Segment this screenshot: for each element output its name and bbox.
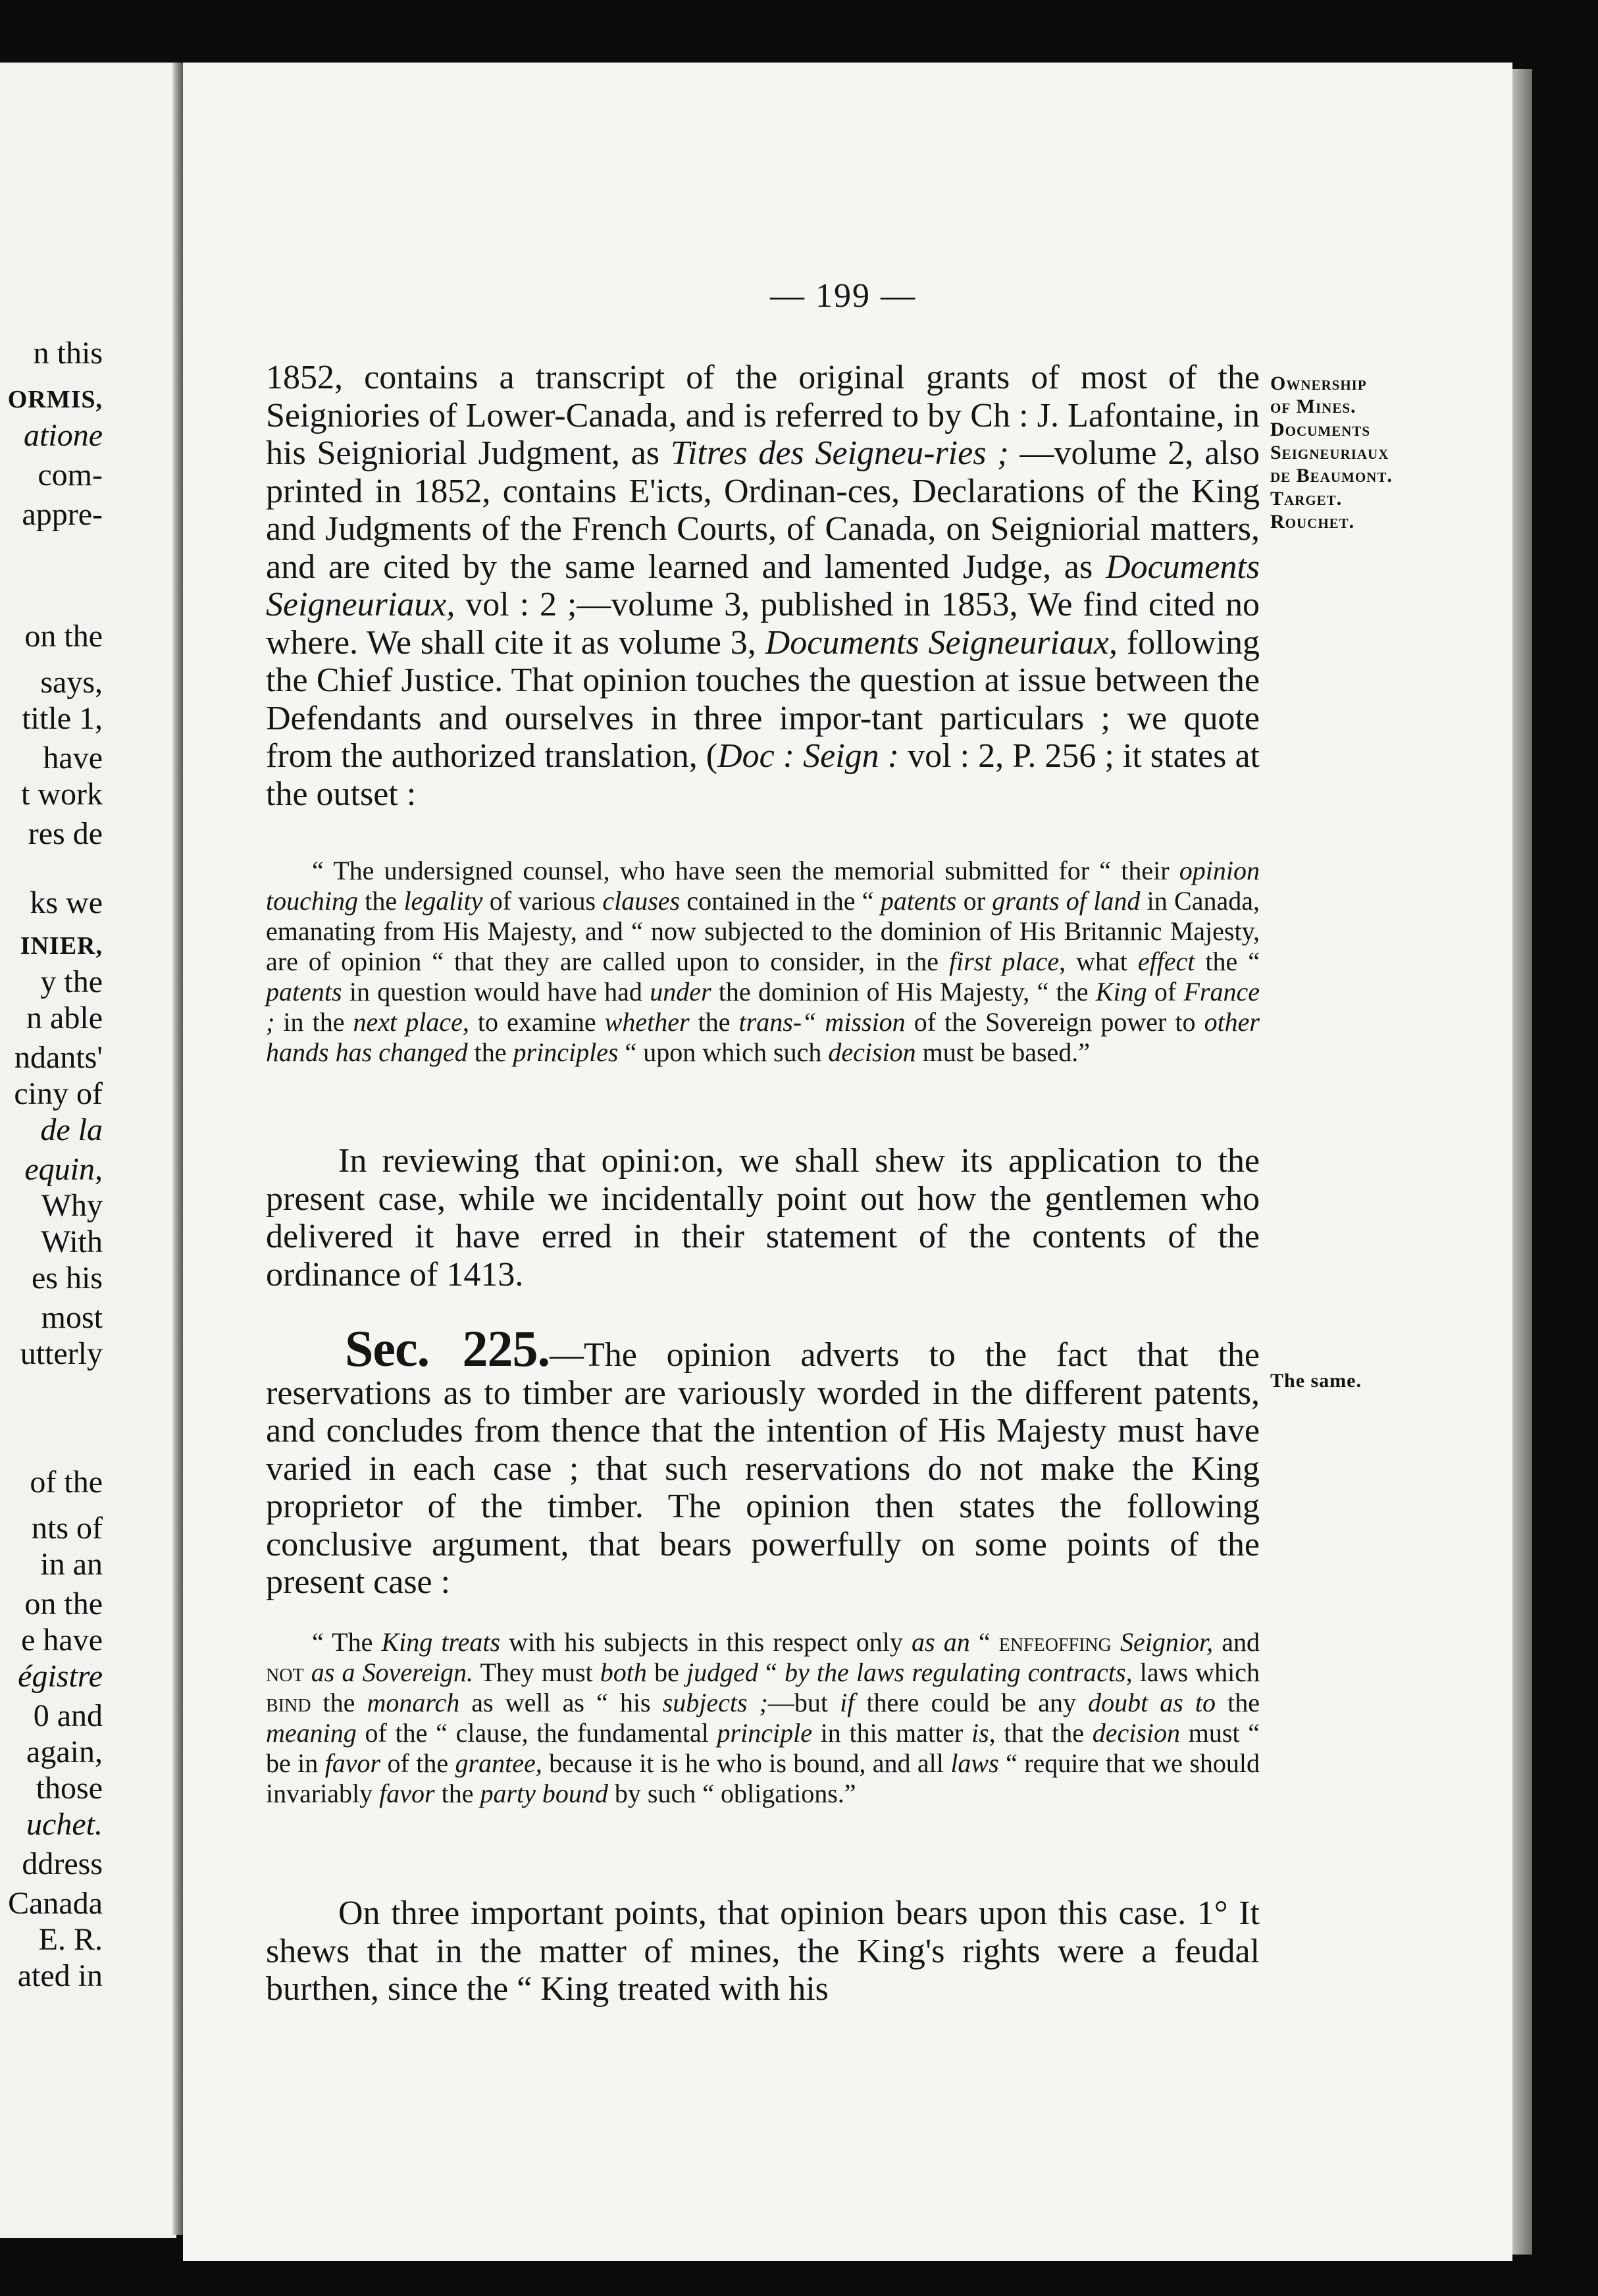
margin-notes-ownership: [1270, 372, 1468, 533]
page-number: — 199 —: [770, 277, 916, 315]
sidenote: de Beaumont.: [1270, 465, 1393, 486]
left-page-fragment: ks we: [30, 885, 103, 920]
italic-run: Documents Seigneuriaux,: [765, 623, 1118, 662]
left-page-fragment: t work: [21, 777, 103, 812]
sidenote: of Mines.: [1270, 396, 1356, 417]
sidenote: Seigneuriaux: [1270, 442, 1389, 463]
paragraph-3: [266, 1894, 1260, 2008]
italic-run: Titres des Seigneu-ries ;: [670, 434, 1009, 472]
left-page-fragment: INIER,: [20, 932, 103, 960]
left-page-fragment: utterly: [20, 1336, 103, 1371]
left-page-fragment: on the: [24, 619, 103, 654]
left-page-fragment: nts of: [32, 1511, 103, 1546]
left-page: [0, 63, 176, 2238]
left-page-fragment: on the: [24, 1586, 103, 1621]
text-run: —volume 2, also printed in 1852, contains E'icts, Ordinan-ces, Declarations of the King and Judgments of the French Courts, of Canada, on Seigniorial matters, and are cited by the same learned and lamented Judge, as: [266, 434, 1260, 586]
left-page-fragment: title 1,: [22, 701, 103, 736]
left-page-fragment: most: [41, 1300, 103, 1335]
sidenote: Ownership: [1270, 373, 1367, 394]
left-page-fragment: equin,: [24, 1152, 103, 1187]
left-page-fragment: com-: [38, 457, 103, 492]
left-page-fragment: de la: [40, 1112, 103, 1147]
left-page-fragment: E. R.: [38, 1922, 103, 1957]
quotation-2: “ The King treats with his subjects in this respect only as an “ enfeoffing Seignior, and not as a Sovereign. They must both be judged “ by the laws regulating contracts, laws which bind the monarch as well as “ his subjects ;—but if there could be any doubt as to the meaning of the “ clause, the fundamental principle in this matter is, that the decision must “ be in favor of the grantee, because it is he who is bound, and all laws “ require that we should invariably favor the party bound by such “ obligations.”: [266, 1627, 1260, 1808]
left-page-fragment: ndants': [14, 1040, 103, 1075]
paragraph-2: [266, 1142, 1260, 1293]
text-run: 1852, contains a transcript of the original grants of most of the Seigniories of Lower-Canada, and is referred to by Ch : J. Lafontaine, in his Seigniorial Judgment, as: [266, 359, 1260, 472]
left-page-fragment: those: [36, 1771, 103, 1806]
left-page-fragment: With: [40, 1224, 103, 1259]
text-run: following the Chief Justice. That opinion touches the question at issue between the Defendants and ourselves in three impor-tant particulars ; we quote from the authorized translation, (: [266, 623, 1260, 775]
left-page-fragment: n able: [26, 1001, 103, 1035]
section-heading: Sec. 225.: [345, 1320, 550, 1377]
left-page-fragment: in an: [40, 1547, 103, 1582]
left-page-fragment: e have: [21, 1623, 103, 1657]
left-page-fragment: y the: [40, 964, 103, 999]
left-page-fragment: 0 and: [33, 1698, 103, 1733]
left-page-fragment: of the: [30, 1465, 103, 1500]
paragraph-text: On three important points, that opinion bears upon this case. 1° It shews that in the matter of mines, the King's rights were a feudal burthen, since the “ King treated with his: [266, 1894, 1260, 2008]
left-page-fragment: uchet.: [26, 1807, 103, 1842]
italic-run: Documents Seigneuriaux,: [266, 548, 1260, 623]
left-page-fragment: égistre: [18, 1659, 103, 1694]
left-page-fragment: appre-: [22, 497, 103, 532]
left-page-fragment: res de: [28, 816, 103, 851]
left-page-fragment: have: [43, 741, 103, 775]
left-page-fragment: atione: [24, 418, 103, 453]
text-run: vol : 2 ;—volume 3, published in 1853, We find cited no where. We shall cite it as volume 3,: [266, 586, 1260, 662]
paragraph-1: [266, 359, 1260, 813]
sidenote: Documents: [1270, 419, 1371, 440]
section-225: [266, 1320, 1260, 1602]
text-run: vol : 2, P. 256 ; it states at the outset :: [266, 737, 1260, 813]
page-edge: [1512, 69, 1532, 2255]
left-page-fragment: again,: [26, 1735, 103, 1769]
book-gutter: [172, 63, 183, 2235]
left-page-fragment: ORMIS,: [7, 386, 103, 413]
sidenote: Rouchet.: [1270, 511, 1355, 533]
italic-run: Doc : Seign :: [717, 737, 900, 775]
quotation-1: “ The undersigned counsel, who have seen the memorial submitted for “ their opinion touching the legality of various clauses contained in the “ patents or grants of land in Canada, emanating from His Majesty, and “ now subjected to the dominion of His Britannic Majesty, are of opinion “ that they are called upon to consider, in the first place, what effect the “ patents in question would have had under the dominion of His Majesty, “ the King of France ; in the next place, to examine whether the trans-“ mission of the Sovereign power to other hands has changed the principles “ upon which such decision must be based.”: [266, 856, 1260, 1067]
section-text: —The opinion adverts to the fact that the reservations as to timber are variously worded in the different patents, and concludes from thence that the intention of His Majesty must have varied in each case ; that such reservations do not make the King proprietor of the timber. The opinion then states the following conclusive argument, that bears powerfully on some points of the present case :: [266, 1336, 1260, 1601]
margin-note-the-same: [1270, 1369, 1468, 1392]
left-page-fragment: ated in: [17, 1958, 103, 1993]
left-page-fragment: says,: [40, 665, 103, 700]
left-page-fragment: ddress: [22, 1846, 103, 1881]
sidenote: The same.: [1270, 1370, 1362, 1392]
left-page-fragment: Why: [41, 1188, 103, 1223]
left-page-fragment: Canada: [8, 1886, 103, 1921]
left-page-fragment: ciny of: [14, 1076, 103, 1111]
paragraph-text: In reviewing that opini:on, we shall shew its application to the present case, while we incidentally point out how the gentlemen who delivered it have erred in their statement of the contents of the ordinance of 1413.: [266, 1142, 1260, 1293]
left-page-fragment: es his: [32, 1261, 103, 1295]
left-page-fragment: n this: [33, 336, 103, 371]
sidenote: Target.: [1270, 488, 1343, 509]
